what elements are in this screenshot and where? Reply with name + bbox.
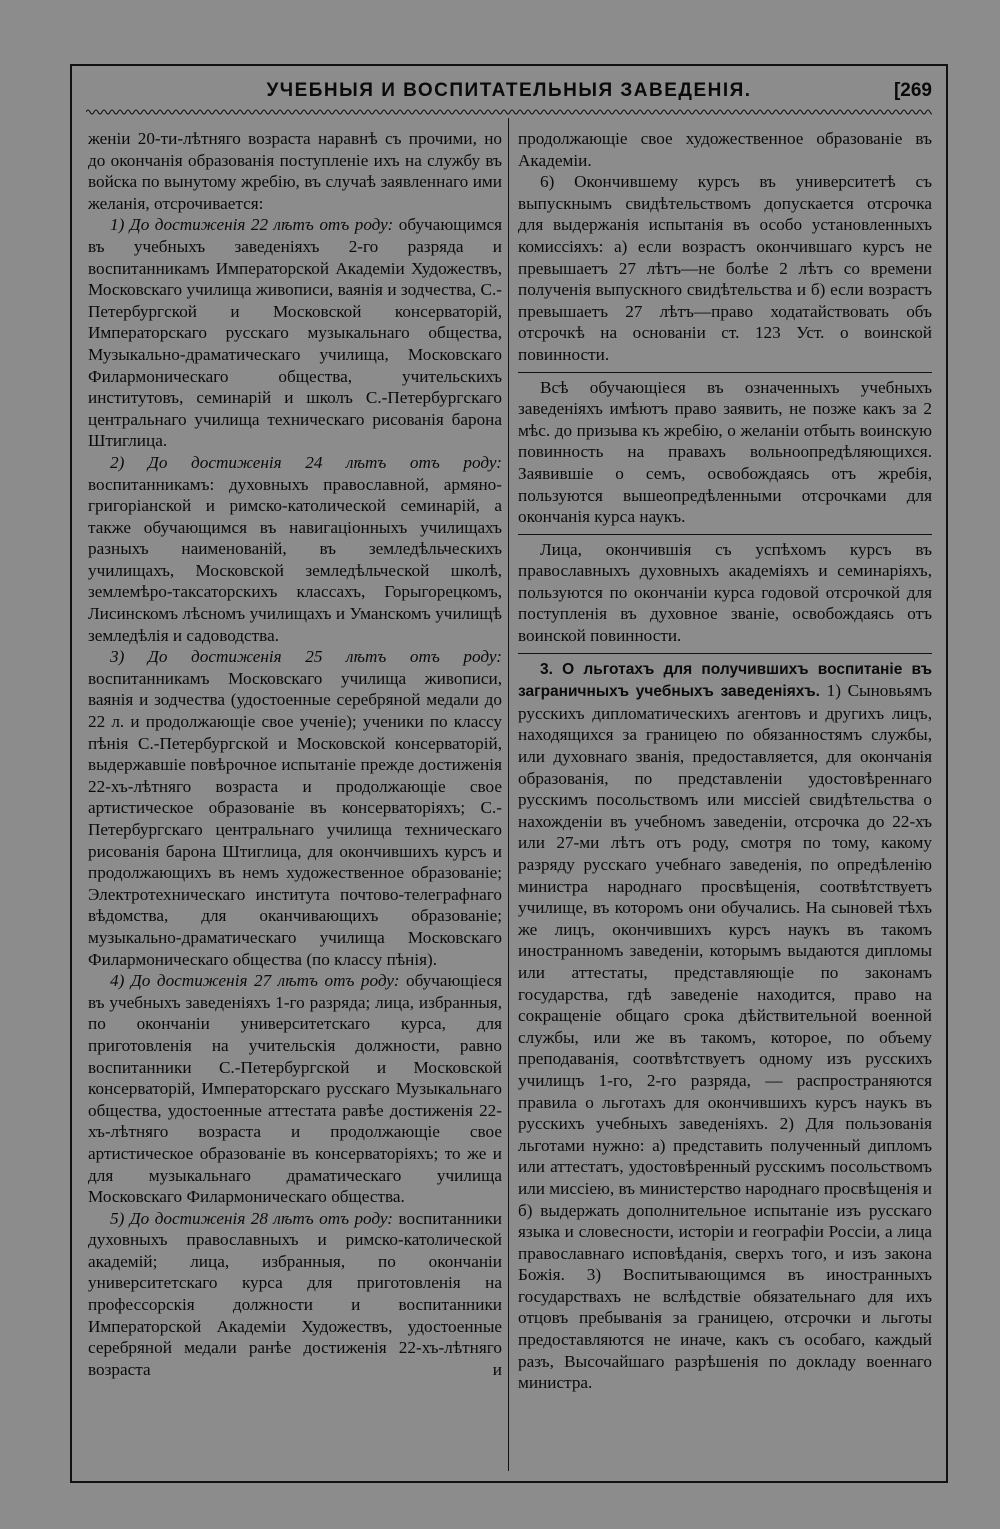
item-text: обучающимся въ учебныхъ заведеніяхъ 2-го разряда и воспитанникамъ Императорской Академіи Художествъ, Московскаго училища живописи, ваянія и зодчества, С.-Петербургской и Московской консерваторій, Императорскаго русскаго музыкальнаго общества, Музыкально-драматическаго училища, Московскаго Филармоническаго общества, учительскихъ институтовъ, семинарій и школъ С.-Петербургскаго центральнаго училища техническаго рисованія барона Штиглица. (88, 215, 502, 451)
paragraph: женіи 20-ти-лѣтняго возраста наравнѣ съ прочими, но до окончанія образованія поступленіе ихъ на службу въ войска по вынутому жребію, въ случаѣ заявленнаго ими желанія, отсрочивается: (88, 129, 502, 213)
paragraph (88, 970, 502, 1208)
wavy-rule (86, 108, 932, 116)
item-heading: 2) До достиженія 24 лѣтъ отъ роду: (110, 452, 502, 472)
page-number: [269 (893, 80, 932, 101)
item-heading: 4) До достиженія 27 лѣтъ отъ роду: (110, 971, 400, 991)
item-heading: 3) До достиженія 25 лѣтъ отъ роду: (110, 647, 502, 667)
paragraph: Всѣ обучающіеся въ означенныхъ учебныхъ заведеніяхъ имѣютъ право заявить, не позже какъ за 2 мѣс. до призыва къ жребію, о желаніи отбыть воинскую повинность на правахъ вольноопредѣляющихся. Заявившіе о семъ, освобождаясь отъ жребія, пользуются вышеопредѣленными отсрочками для окончанія курса наукъ. (518, 377, 932, 527)
paragraph (88, 452, 502, 646)
paragraph (88, 1208, 502, 1381)
paragraph: Лица, окончившія съ успѣхомъ курсъ въ православныхъ духовныхъ академіяхъ и семинаріяхъ, пользуются по окончаніи курса годовой отсрочкой для поступленія въ духовное званіе, освобождаясь отъ воинской повинности. (518, 539, 932, 646)
item-text: обучающіеся въ учебныхъ заведеніяхъ 1-го разряда; лица, избранныя, по окончаніи университетскаго курса, для приготовленія на учительскія должности, равно воспитанники С.-Петербургской и Московской консерваторій, Императорскаго русскаго Музыкальнаго общества, удостоенные аттестата равѣе достиженія 22-хъ-лѣтняго возраста и продолжающіе свое артистическое образованіе въ консерваторіяхъ; то же и для музыкальнаго драматическаго училища Московскаго Филармоническаго общества. (88, 971, 502, 1207)
item-heading: 5) До достиженія 28 лѣтъ отъ роду: (110, 1208, 394, 1228)
left-column (88, 128, 502, 1380)
divider (518, 372, 932, 373)
item-heading: 1) До достиженія 22 лѣтъ отъ роду: (110, 215, 394, 235)
divider (518, 534, 932, 535)
column-divider (508, 118, 509, 1471)
section-paragraph (518, 658, 932, 1394)
page-title: УЧЕБНЫЯ И ВОСПИТАТЕЛЬНЫЯ ЗАВЕДЕНІЯ. (266, 80, 752, 101)
section-text: 1) Сыновьямъ русскихъ дипломатическихъ агентовъ и другихъ лицъ, находящихся за границею по обязанностямъ службы, или духовнаго званія, предоставляется, для окончанія образованія, по представленіи удостовѣреннаго русскимъ посольствомъ или миссіей свидѣтельства о нахожденіи въ учебномъ заведеніи, отсрочка до 22-хъ или 27-ми лѣтъ отъ роду, смотря по тому, какому разряду русскаго учебнаго заведенія, по опредѣленію министра народнаго просвѣщенія, соотвѣтствуетъ училище, въ которомъ они обучались. На сыновей тѣхъ же лицъ, окончившихъ курсъ наукъ въ такомъ иностранномъ заведеніи, которымъ выдаются дипломы или аттестаты, представляющіе по законамъ государства, гдѣ заведеніе находится, право на сокращеніе общаго срока дѣйствительной военной службы, или же въ такомъ, которое, по объему преподаванія, соотвѣтствуетъ одному изъ русскихъ училищъ 1-го, 2-го разряда, — распространяются правила о льготахъ для окончившихъ курсъ наукъ въ русскихъ учебныхъ заведеніяхъ. 2) Для пользованія льготами нужно: а) представить полученный дипломъ или аттестатъ, удостовѣренный русскимъ посольствомъ или миссіею, въ министерство народнаго просвѣщенія и б) выдержать дополнительное испытаніе изъ русскаго языка и словесности, исторіи и географіи Россіи, а лица православнаго исповѣданія, сверхъ того, и изъ закона Божія. 3) Воспитывающимся въ иностранныхъ государствахъ не вслѣдствіе обязательнаго для ихъ отцовъ пребыванія за границею, отсрочки и льготы предоставляются не иначе, какъ съ особаго, каждый разъ, Высочайшаго разрѣшенія по докладу военнаго министра. (518, 681, 932, 1393)
item-text: воспитанникамъ Московскаго училища живописи, ваянія и зодчества (удостоенные серебряной медали до 22 л. и продолжающіе свое ученіе); ученики по классу пѣнія С.-Петербургской и Московской консерваторій, выдержавшіе повѣрочное испытаніе прежде достиженія 22-хъ-лѣтняго возраста и продолжающіе свое артистическое образованіе въ консерваторіяхъ; С.-Петербургскаго центральнаго училища техническаго рисованія барона Штиглица, для окончившихъ курсъ и продолжающихъ въ немъ художественное образованіе; Электротехническаго института почтово-телеграфнаго вѣдомства, для оканчивающихъ образованіе; музыкально-драматическаго училища Московскаго Филармоническаго общества (по классу пѣнія). (88, 668, 502, 969)
section-heading: 3. О льготахъ для получившихъ воспитаніе въ заграничныхъ учебныхъ заведеніяхъ. (518, 660, 932, 701)
divider (518, 653, 932, 654)
running-header (72, 80, 946, 110)
paragraph (88, 646, 502, 970)
paragraph: 6) Окончившему курсъ въ университетѣ съ выпускнымъ свидѣтельствомъ допускается отсрочка для выдержанія испытанія въ особо установленныхъ комиссіяхъ: а) если возрастъ окончившаго курсъ не превышаетъ 27 лѣтъ—не болѣе 2 лѣтъ со времени полученія выпускного свидѣтельства и б) если возрастъ превышаетъ 27 лѣтъ—право ходатайствовать объ отсрочкѣ на основаніи ст. 123 Уст. о воинской повинности. (518, 172, 932, 364)
item-text: воспитанники духовныхъ православныхъ и римско-католической академій; лица, избранныя, по окончаніи университетскаго курса для приготовленія на профессорскія должности и воспитанники Императорской Академіи Художествъ, удостоенные серебряной медали ранѣе достиженія 22-хъ-лѣтняго возраста и (88, 1208, 502, 1379)
right-column (518, 128, 932, 1394)
paragraph (88, 214, 502, 452)
item-text: воспитанникамъ: духовныхъ православной, армяно-григоріанской и римско-католической семинарій, а также обучающимся въ навигаціонныхъ училищахъ разныхъ наименованій, въ земледѣльческихъ училищахъ, Московской земледѣльческой школѣ, землемѣро-таксаторскихъ классахъ, Горыгорецкомъ, Лисинскомъ лѣсномъ училищахъ и Уманскомъ училищѣ земледѣлія и садоводства. (88, 474, 502, 645)
paragraph: продолжающіе свое художественное образованіе въ Академіи. (518, 129, 932, 170)
page (70, 64, 948, 1483)
